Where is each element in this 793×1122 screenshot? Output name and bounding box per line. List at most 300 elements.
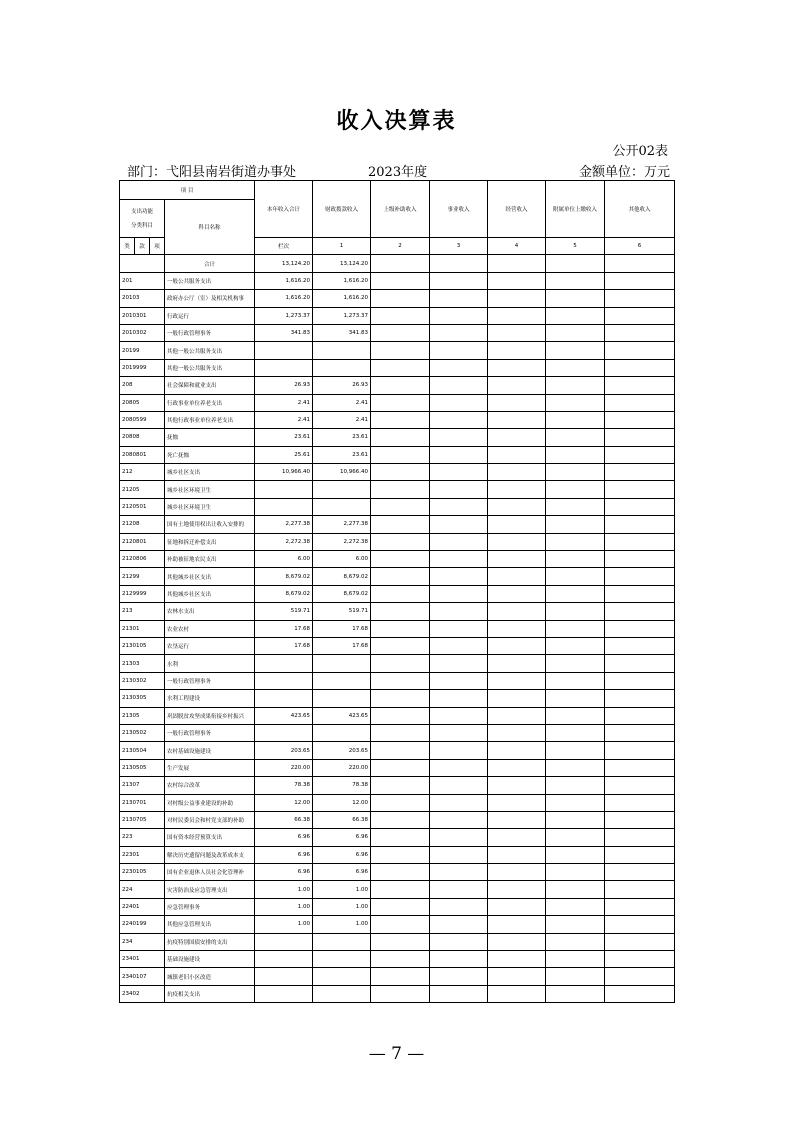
row-operating-income bbox=[488, 985, 546, 1002]
row-subsidiary-income bbox=[546, 620, 605, 637]
row-superior-subsidy bbox=[371, 864, 430, 881]
row-code: 2130701 bbox=[120, 794, 165, 811]
row-operating-income bbox=[488, 481, 546, 498]
row-business-income bbox=[430, 951, 488, 968]
table-row bbox=[120, 568, 675, 585]
row-subsidiary-income bbox=[546, 829, 605, 846]
row-total-income: 2.41 bbox=[255, 394, 313, 411]
row-superior-subsidy bbox=[371, 794, 430, 811]
col-header-4: 事业收入 bbox=[430, 181, 488, 238]
row-superior-subsidy bbox=[371, 951, 430, 968]
row-superior-subsidy bbox=[371, 481, 430, 498]
row-subject-name: 生产发展 bbox=[165, 759, 255, 776]
row-fiscal-income: 2,272.38 bbox=[313, 533, 371, 550]
row-business-income bbox=[430, 446, 488, 463]
row-fiscal-income: 1.00 bbox=[313, 881, 371, 898]
total-c3 bbox=[371, 255, 430, 272]
row-operating-income bbox=[488, 829, 546, 846]
row-total-income: 1,616.20 bbox=[255, 290, 313, 307]
header-row-1 bbox=[120, 181, 675, 200]
row-superior-subsidy bbox=[371, 881, 430, 898]
row-operating-income bbox=[488, 811, 546, 828]
table-row bbox=[120, 794, 675, 811]
row-operating-income bbox=[488, 968, 546, 985]
col-num-3: 3 bbox=[430, 238, 488, 255]
table-row bbox=[120, 637, 675, 654]
row-subject-name: 其他一般公共服务支出 bbox=[165, 359, 255, 376]
table-row bbox=[120, 446, 675, 463]
row-other-income bbox=[605, 516, 675, 533]
row-subject-name: 抗疫特别国债安排的支出 bbox=[165, 933, 255, 950]
row-other-income bbox=[605, 533, 675, 550]
row-other-income bbox=[605, 620, 675, 637]
row-subsidiary-income bbox=[546, 342, 605, 359]
row-subsidiary-income bbox=[546, 411, 605, 428]
row-other-income bbox=[605, 464, 675, 481]
row-superior-subsidy bbox=[371, 429, 430, 446]
table-row bbox=[120, 342, 675, 359]
row-superior-subsidy bbox=[371, 290, 430, 307]
row-other-income bbox=[605, 846, 675, 863]
row-other-income bbox=[605, 968, 675, 985]
row-business-income bbox=[430, 846, 488, 863]
row-superior-subsidy bbox=[371, 620, 430, 637]
row-business-income bbox=[430, 377, 488, 394]
row-fiscal-income: 2.41 bbox=[313, 411, 371, 428]
row-subject-name: 解决历史遗留问题及改革成本支 bbox=[165, 846, 255, 863]
table-row bbox=[120, 394, 675, 411]
row-code: 2010302 bbox=[120, 324, 165, 341]
row-subject-name: 城乡社区支出 bbox=[165, 464, 255, 481]
row-subsidiary-income bbox=[546, 794, 605, 811]
row-subject-name: 水利工程建设 bbox=[165, 690, 255, 707]
row-other-income bbox=[605, 446, 675, 463]
row-subject-name: 灾害防治及应急管理支出 bbox=[165, 881, 255, 898]
row-subject-name: 其他一般公共服务支出 bbox=[165, 342, 255, 359]
table-row bbox=[120, 464, 675, 481]
row-subsidiary-income bbox=[546, 742, 605, 759]
row-code: 2019999 bbox=[120, 359, 165, 376]
row-superior-subsidy bbox=[371, 603, 430, 620]
row-subject-name: 水利 bbox=[165, 655, 255, 672]
class-subject-label: 分类科目 bbox=[130, 222, 153, 229]
row-operating-income bbox=[488, 759, 546, 776]
row-fiscal-income bbox=[313, 655, 371, 672]
row-total-income: 1.00 bbox=[255, 916, 313, 933]
row-superior-subsidy bbox=[371, 724, 430, 741]
row-subsidiary-income bbox=[546, 933, 605, 950]
unit-label: 金额单位：万元 bbox=[578, 165, 670, 180]
row-code: 22401 bbox=[120, 898, 165, 915]
total-c2: 13,124.20 bbox=[313, 255, 371, 272]
col-num-4: 4 bbox=[488, 238, 546, 255]
row-business-income bbox=[430, 585, 488, 602]
row-operating-income bbox=[488, 533, 546, 550]
row-operating-income bbox=[488, 377, 546, 394]
row-fiscal-income: 220.00 bbox=[313, 759, 371, 776]
page-number: — 7 — bbox=[368, 1044, 425, 1064]
row-business-income bbox=[430, 742, 488, 759]
row-operating-income bbox=[488, 777, 546, 794]
col-header-5: 经营收入 bbox=[488, 181, 546, 238]
row-total-income: 1,616.20 bbox=[255, 272, 313, 289]
table-row bbox=[120, 411, 675, 428]
row-subject-name: 一般行政管理事务 bbox=[165, 324, 255, 341]
row-subject-name: 对村民委员会和村党支部的补助 bbox=[165, 811, 255, 828]
row-superior-subsidy bbox=[371, 533, 430, 550]
row-operating-income bbox=[488, 637, 546, 654]
table-row bbox=[120, 759, 675, 776]
row-other-income bbox=[605, 481, 675, 498]
row-other-income bbox=[605, 881, 675, 898]
row-operating-income bbox=[488, 707, 546, 724]
row-fiscal-income: 23.61 bbox=[313, 429, 371, 446]
row-code: 21208 bbox=[120, 516, 165, 533]
row-code: 21305 bbox=[120, 707, 165, 724]
row-other-income bbox=[605, 690, 675, 707]
row-total-income bbox=[255, 690, 313, 707]
row-code: 2130502 bbox=[120, 724, 165, 741]
row-code: 23402 bbox=[120, 985, 165, 1002]
row-subject-name: 巩固脱贫攻坚成果衔接乡村振兴 bbox=[165, 707, 255, 724]
row-other-income bbox=[605, 568, 675, 585]
total-c7 bbox=[605, 255, 675, 272]
row-operating-income bbox=[488, 324, 546, 341]
table-row bbox=[120, 864, 675, 881]
row-code: 20808 bbox=[120, 429, 165, 446]
row-superior-subsidy bbox=[371, 759, 430, 776]
row-superior-subsidy bbox=[371, 446, 430, 463]
row-subject-name: 国有土地使用权出让收入安排的 bbox=[165, 516, 255, 533]
row-total-income: 2.41 bbox=[255, 411, 313, 428]
row-subject-name: 一般行政管理事务 bbox=[165, 672, 255, 689]
row-operating-income bbox=[488, 446, 546, 463]
table-row bbox=[120, 359, 675, 376]
row-other-income bbox=[605, 551, 675, 568]
row-total-income bbox=[255, 933, 313, 950]
col-header-7: 其他收入 bbox=[605, 181, 675, 238]
table-row bbox=[120, 516, 675, 533]
table-row bbox=[120, 481, 675, 498]
row-superior-subsidy bbox=[371, 811, 430, 828]
row-superior-subsidy bbox=[371, 516, 430, 533]
row-total-income bbox=[255, 951, 313, 968]
row-total-income bbox=[255, 498, 313, 515]
row-fiscal-income: 8,679.02 bbox=[313, 568, 371, 585]
row-fiscal-income bbox=[313, 724, 371, 741]
row-business-income bbox=[430, 568, 488, 585]
row-other-income bbox=[605, 864, 675, 881]
row-operating-income bbox=[488, 724, 546, 741]
row-other-income bbox=[605, 916, 675, 933]
table-row bbox=[120, 829, 675, 846]
code-kuan-header: 款 bbox=[135, 238, 150, 255]
row-other-income bbox=[605, 603, 675, 620]
row-subject-name: 行政事业单位养老支出 bbox=[165, 394, 255, 411]
row-code: 212 bbox=[120, 464, 165, 481]
total-c4 bbox=[430, 255, 488, 272]
row-subject-name: 政府办公厅（室）及相关机构事 bbox=[165, 290, 255, 307]
row-code: 2240199 bbox=[120, 916, 165, 933]
col-header-1: 本年收入合计 bbox=[255, 181, 313, 238]
row-total-income bbox=[255, 359, 313, 376]
row-other-income bbox=[605, 290, 675, 307]
row-other-income bbox=[605, 359, 675, 376]
row-business-income bbox=[430, 429, 488, 446]
row-business-income bbox=[430, 707, 488, 724]
row-business-income bbox=[430, 342, 488, 359]
row-subsidiary-income bbox=[546, 429, 605, 446]
row-superior-subsidy bbox=[371, 394, 430, 411]
row-other-income bbox=[605, 933, 675, 950]
row-business-income bbox=[430, 324, 488, 341]
row-fiscal-income: 78.38 bbox=[313, 777, 371, 794]
row-fiscal-income: 17.68 bbox=[313, 637, 371, 654]
row-business-income bbox=[430, 603, 488, 620]
row-subsidiary-income bbox=[546, 516, 605, 533]
row-operating-income bbox=[488, 794, 546, 811]
row-subject-name: 其他行政事业单位养老支出 bbox=[165, 411, 255, 428]
row-superior-subsidy bbox=[371, 707, 430, 724]
table-row bbox=[120, 429, 675, 446]
row-other-income bbox=[605, 655, 675, 672]
row-total-income: 423.65 bbox=[255, 707, 313, 724]
total-c6 bbox=[546, 255, 605, 272]
row-subsidiary-income bbox=[546, 777, 605, 794]
row-subsidiary-income bbox=[546, 377, 605, 394]
row-operating-income bbox=[488, 429, 546, 446]
row-business-income bbox=[430, 637, 488, 654]
row-total-income: 26.93 bbox=[255, 377, 313, 394]
row-fiscal-income bbox=[313, 359, 371, 376]
row-fiscal-income: 66.38 bbox=[313, 811, 371, 828]
row-business-income bbox=[430, 690, 488, 707]
row-business-income bbox=[430, 724, 488, 741]
row-total-income bbox=[255, 342, 313, 359]
row-superior-subsidy bbox=[371, 968, 430, 985]
row-code: 2130705 bbox=[120, 811, 165, 828]
row-total-income: 341.83 bbox=[255, 324, 313, 341]
row-fiscal-income bbox=[313, 672, 371, 689]
table-row bbox=[120, 933, 675, 950]
row-total-income: 23.61 bbox=[255, 429, 313, 446]
func-class-header bbox=[120, 200, 165, 238]
row-total-income: 78.38 bbox=[255, 777, 313, 794]
row-code: 2010301 bbox=[120, 307, 165, 324]
row-subsidiary-income bbox=[546, 637, 605, 654]
col-num-1: 1 bbox=[313, 238, 371, 255]
row-other-income bbox=[605, 829, 675, 846]
row-code: 2130302 bbox=[120, 672, 165, 689]
income-table bbox=[119, 180, 675, 1003]
row-code: 21299 bbox=[120, 568, 165, 585]
col-num-2: 2 bbox=[371, 238, 430, 255]
table-row bbox=[120, 533, 675, 550]
row-other-income bbox=[605, 637, 675, 654]
row-total-income bbox=[255, 724, 313, 741]
row-code: 21205 bbox=[120, 481, 165, 498]
row-fiscal-income: 10,966.40 bbox=[313, 464, 371, 481]
table-row bbox=[120, 690, 675, 707]
row-business-income bbox=[430, 533, 488, 550]
meta-line bbox=[127, 161, 670, 179]
table-row bbox=[120, 811, 675, 828]
row-total-income bbox=[255, 655, 313, 672]
row-fiscal-income: 203.65 bbox=[313, 742, 371, 759]
row-fiscal-income: 23.61 bbox=[313, 446, 371, 463]
row-business-income bbox=[430, 881, 488, 898]
row-code: 21303 bbox=[120, 655, 165, 672]
row-total-income bbox=[255, 985, 313, 1002]
total-c1: 13,124.20 bbox=[255, 255, 313, 272]
row-subject-name: 补助被征地农民支出 bbox=[165, 551, 255, 568]
row-subject-name: 社会保障和就业支出 bbox=[165, 377, 255, 394]
row-fiscal-income bbox=[313, 951, 371, 968]
row-operating-income bbox=[488, 881, 546, 898]
row-subject-name: 城乡社区环境卫生 bbox=[165, 481, 255, 498]
row-other-income bbox=[605, 342, 675, 359]
row-fiscal-income: 8,679.02 bbox=[313, 585, 371, 602]
row-business-income bbox=[430, 551, 488, 568]
row-fiscal-income bbox=[313, 690, 371, 707]
row-total-income: 17.68 bbox=[255, 637, 313, 654]
row-total-income: 6.96 bbox=[255, 846, 313, 863]
row-code: 208 bbox=[120, 377, 165, 394]
row-subsidiary-income bbox=[546, 864, 605, 881]
row-superior-subsidy bbox=[371, 411, 430, 428]
row-code: 20805 bbox=[120, 394, 165, 411]
row-business-income bbox=[430, 307, 488, 324]
row-superior-subsidy bbox=[371, 272, 430, 289]
row-superior-subsidy bbox=[371, 342, 430, 359]
row-subject-name: 城镇老旧小区改造 bbox=[165, 968, 255, 985]
row-subsidiary-income bbox=[546, 707, 605, 724]
row-code: 23401 bbox=[120, 951, 165, 968]
row-business-income bbox=[430, 985, 488, 1002]
row-superior-subsidy bbox=[371, 916, 430, 933]
row-code: 2129999 bbox=[120, 585, 165, 602]
project-header: 项 目 bbox=[120, 181, 255, 200]
row-superior-subsidy bbox=[371, 742, 430, 759]
subject-name-header: 科目名称 bbox=[165, 200, 255, 255]
func-class-label: 支出功能 bbox=[130, 208, 153, 215]
row-superior-subsidy bbox=[371, 690, 430, 707]
row-subsidiary-income bbox=[546, 464, 605, 481]
row-subject-name: 农村综合改革 bbox=[165, 777, 255, 794]
row-subsidiary-income bbox=[546, 968, 605, 985]
row-fiscal-income: 1.00 bbox=[313, 916, 371, 933]
row-superior-subsidy bbox=[371, 551, 430, 568]
row-fiscal-income: 519.71 bbox=[313, 603, 371, 620]
row-business-income bbox=[430, 672, 488, 689]
row-total-income: 2,272.38 bbox=[255, 533, 313, 550]
row-other-income bbox=[605, 498, 675, 515]
row-subsidiary-income bbox=[546, 551, 605, 568]
table-row bbox=[120, 272, 675, 289]
row-business-income bbox=[430, 811, 488, 828]
row-code: 2080801 bbox=[120, 446, 165, 463]
row-subsidiary-income bbox=[546, 585, 605, 602]
table-row bbox=[120, 620, 675, 637]
table-row bbox=[120, 377, 675, 394]
row-code: 224 bbox=[120, 881, 165, 898]
row-code: 2120806 bbox=[120, 551, 165, 568]
row-superior-subsidy bbox=[371, 655, 430, 672]
row-operating-income bbox=[488, 603, 546, 620]
row-operating-income bbox=[488, 568, 546, 585]
row-fiscal-income bbox=[313, 498, 371, 515]
row-subject-name: 行政运行 bbox=[165, 307, 255, 324]
table-row bbox=[120, 724, 675, 741]
row-other-income bbox=[605, 742, 675, 759]
row-operating-income bbox=[488, 551, 546, 568]
row-operating-income bbox=[488, 951, 546, 968]
table-row bbox=[120, 916, 675, 933]
col-label: 栏次 bbox=[255, 238, 313, 255]
row-fiscal-income: 341.83 bbox=[313, 324, 371, 341]
row-business-income bbox=[430, 898, 488, 915]
row-subject-name: 城乡社区环境卫生 bbox=[165, 498, 255, 515]
row-superior-subsidy bbox=[371, 672, 430, 689]
row-operating-income bbox=[488, 464, 546, 481]
table-row bbox=[120, 985, 675, 1002]
row-subject-name: 一般行政管理事务 bbox=[165, 724, 255, 741]
row-superior-subsidy bbox=[371, 637, 430, 654]
row-subsidiary-income bbox=[546, 690, 605, 707]
row-subject-name: 农垦运行 bbox=[165, 637, 255, 654]
row-total-income: 519.71 bbox=[255, 603, 313, 620]
row-total-income: 8,679.02 bbox=[255, 585, 313, 602]
row-total-income: 1.00 bbox=[255, 881, 313, 898]
row-total-income: 12.00 bbox=[255, 794, 313, 811]
row-subject-name: 基础设施建设 bbox=[165, 951, 255, 968]
row-total-income: 203.65 bbox=[255, 742, 313, 759]
row-subsidiary-income bbox=[546, 481, 605, 498]
row-other-income bbox=[605, 898, 675, 915]
row-superior-subsidy bbox=[371, 985, 430, 1002]
row-code: 2130504 bbox=[120, 742, 165, 759]
row-subject-name: 其他应急管理支出 bbox=[165, 916, 255, 933]
row-fiscal-income: 2.41 bbox=[313, 394, 371, 411]
row-subsidiary-income bbox=[546, 846, 605, 863]
row-superior-subsidy bbox=[371, 324, 430, 341]
table-row bbox=[120, 898, 675, 915]
row-subsidiary-income bbox=[546, 533, 605, 550]
row-operating-income bbox=[488, 898, 546, 915]
row-code: 2130305 bbox=[120, 690, 165, 707]
row-total-income: 6.96 bbox=[255, 829, 313, 846]
table-row bbox=[120, 968, 675, 985]
table-row bbox=[120, 707, 675, 724]
row-total-income: 220.00 bbox=[255, 759, 313, 776]
row-total-income: 1.00 bbox=[255, 898, 313, 915]
row-subsidiary-income bbox=[546, 724, 605, 741]
row-business-income bbox=[430, 864, 488, 881]
row-total-income bbox=[255, 672, 313, 689]
row-operating-income bbox=[488, 498, 546, 515]
row-other-income bbox=[605, 411, 675, 428]
table-row bbox=[120, 777, 675, 794]
row-operating-income bbox=[488, 672, 546, 689]
row-fiscal-income: 1,273.37 bbox=[313, 307, 371, 324]
row-subject-name: 对村级公益事业建设的补助 bbox=[165, 794, 255, 811]
row-operating-income bbox=[488, 864, 546, 881]
table-row bbox=[120, 290, 675, 307]
row-total-income: 6.96 bbox=[255, 864, 313, 881]
row-code: 2230105 bbox=[120, 864, 165, 881]
row-total-income: 6.00 bbox=[255, 551, 313, 568]
col-num-5: 5 bbox=[546, 238, 605, 255]
